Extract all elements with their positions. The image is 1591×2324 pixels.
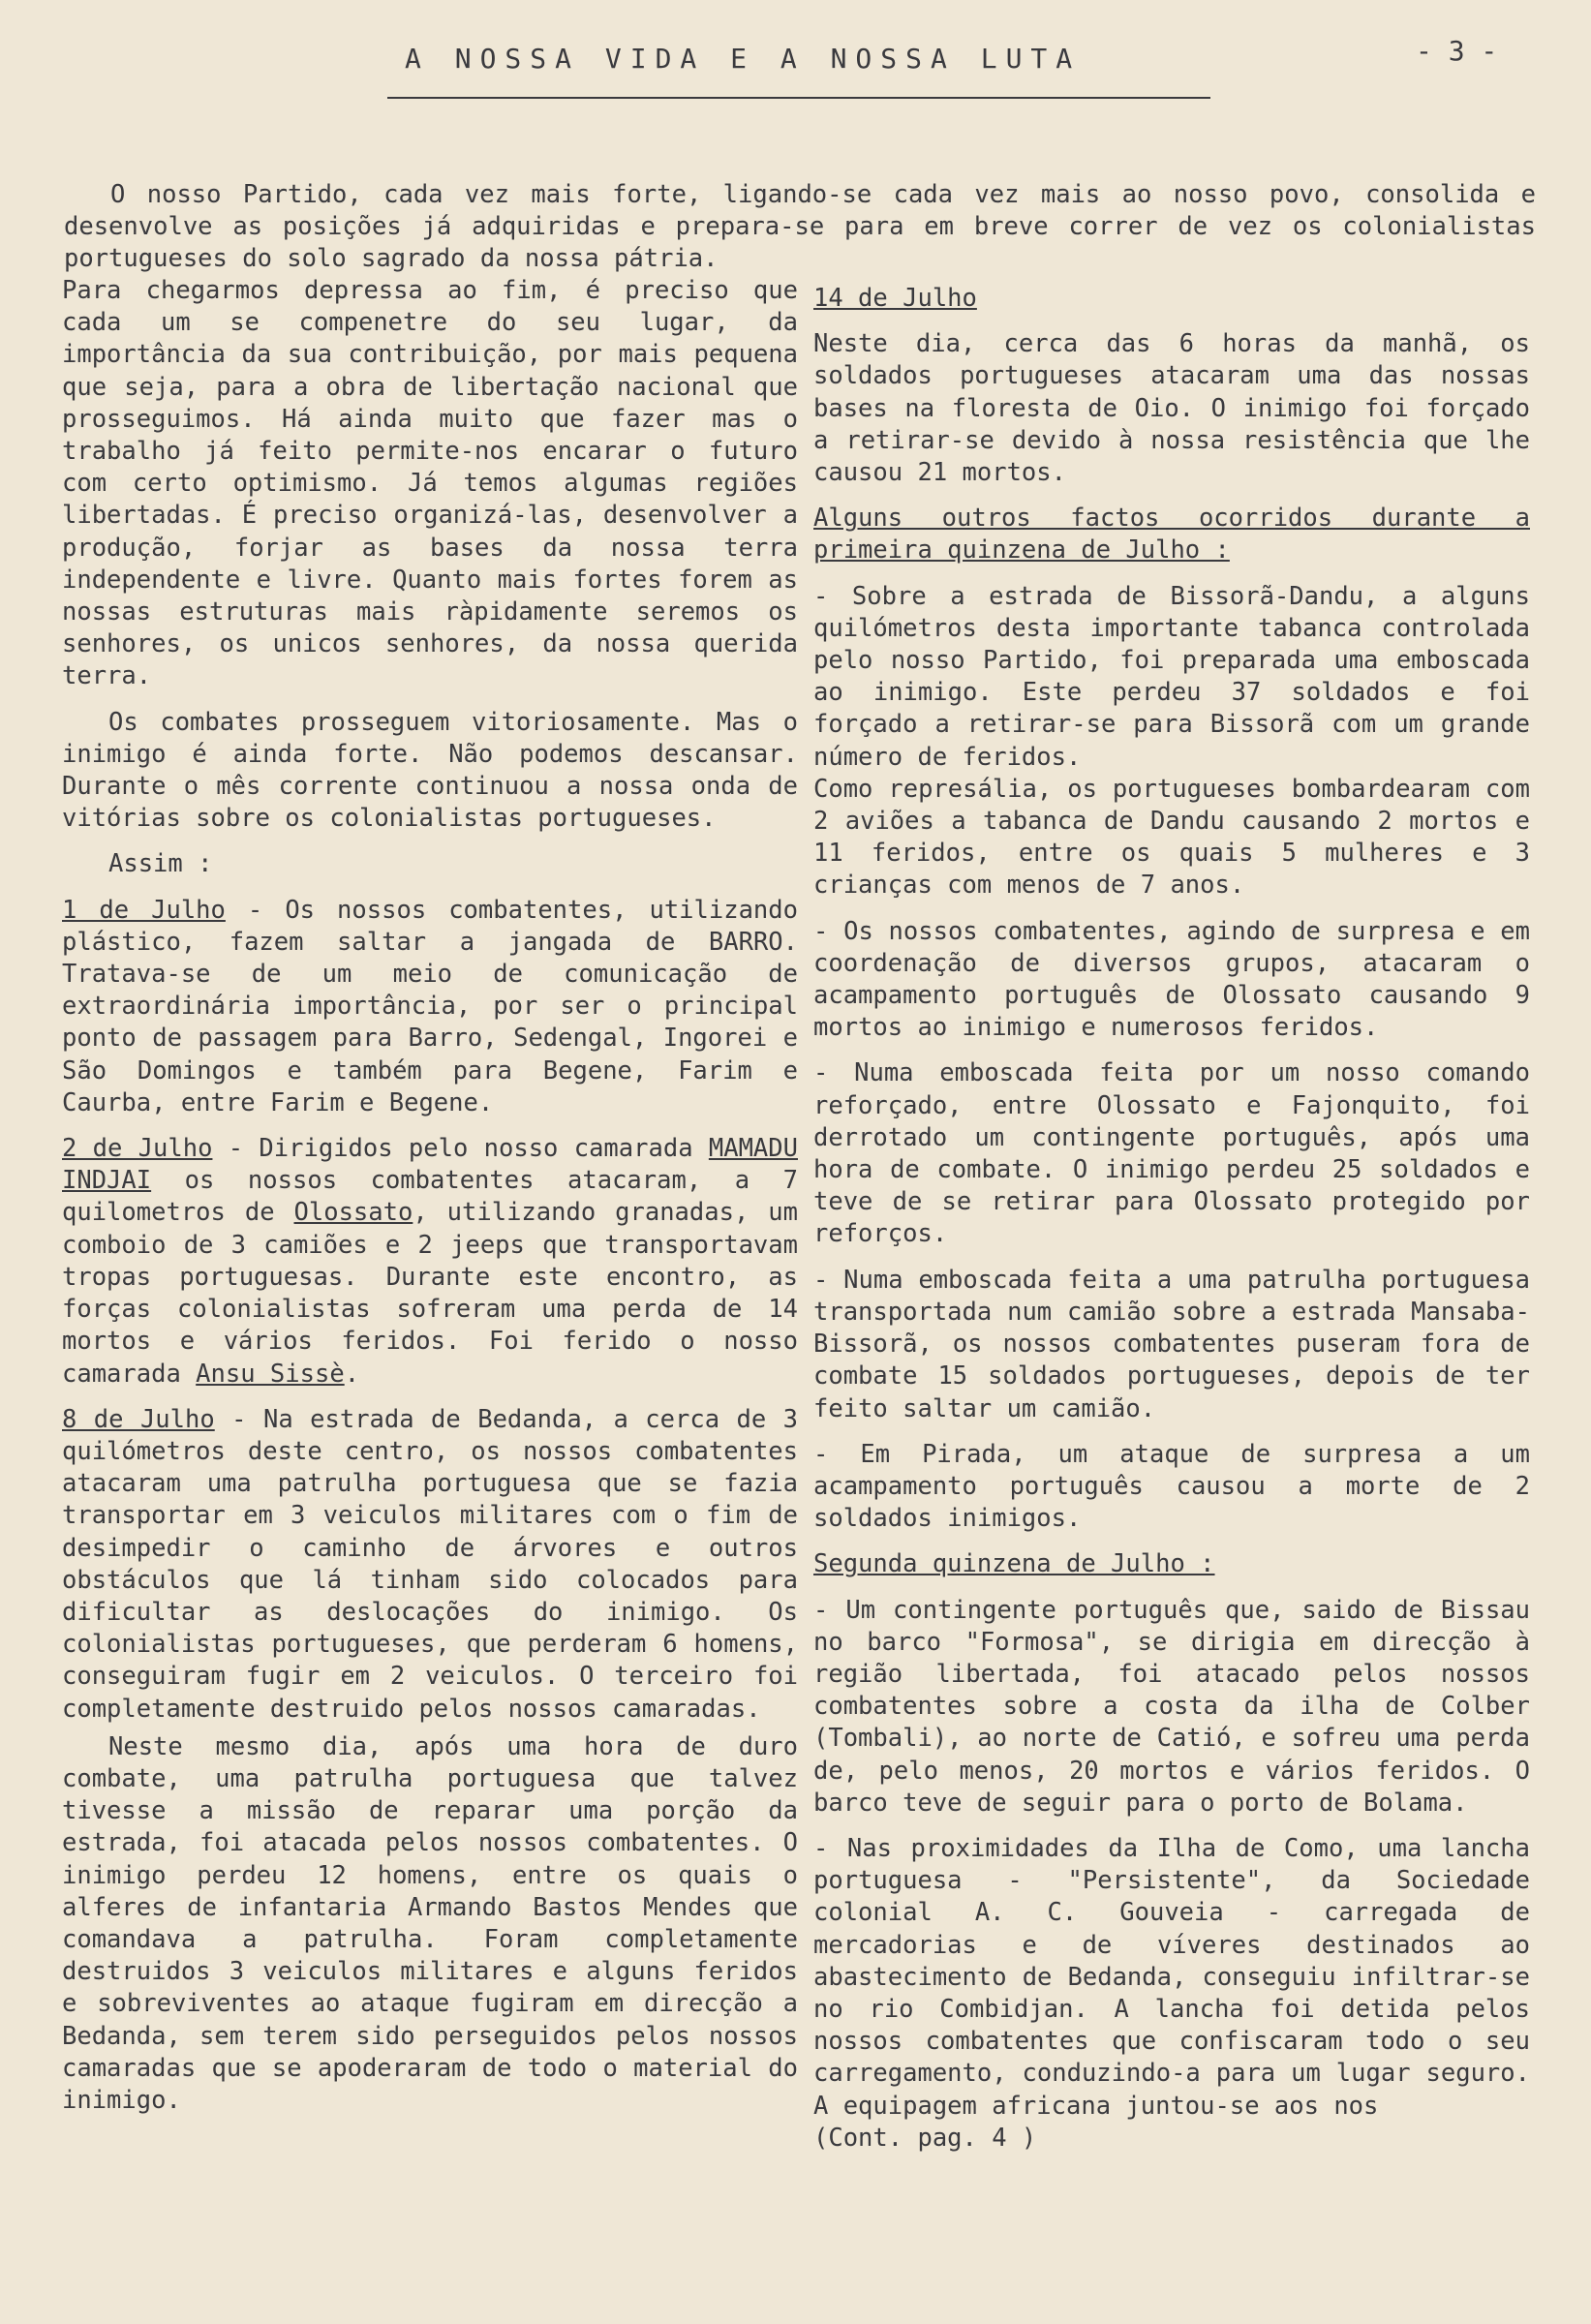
heading-first-fortnight: Alguns outros factos ocorridos durante a primeira quinzena de Julho : <box>813 504 1530 566</box>
intro-paragraph <box>64 179 1536 275</box>
event-july-1 <box>62 895 798 1119</box>
heading-july-14: 14 de Julho <box>813 284 977 313</box>
right-paragraph-5: - Numa emboscada feita por um nosso comando reforçado, entre Olossato e Fajonquito, foi derrotado um contingente português, após uma hora de combate. O inimigo perdeu 25 soldados e teve de se retirar para Olossato protegido por reforços. <box>813 1058 1530 1249</box>
right-paragraph-7: - Em Pirada, um ataque de surpresa a um acampamento português causou a morte de 2 soldados inimigos. <box>813 1439 1530 1534</box>
event-date: 8 de Julho <box>62 1404 215 1434</box>
left-paragraph-1: Para chegarmos depressa ao fim, é preciso que cada um se compenetre do seu lugar, da importância da sua contribuição, por mais pequena que seja, para a obra de libertação nacional que prosseguimos. Há ainda muito que fazer mas o trabalho já feito permite-nos encarar o futuro com certo optimismo. Já temos algumas regiões libertadas. É preciso organizá-las, desenvolver a produção, forjar as bases da nossa terra independente e livre. Quanto mais fortes forem as nossas estruturas mais ràpidamente seremos os senhores, os unicos senhores, da nossa querida terra. <box>62 276 798 691</box>
right-column <box>813 283 1530 2168</box>
event-date: 2 de Julho <box>62 1134 213 1164</box>
left-column <box>62 275 798 2130</box>
continued-note: (Cont. pag. 4 ) <box>813 2123 1037 2153</box>
heading-second-fortnight: Segunda quinzena de Julho : <box>813 1549 1215 1579</box>
right-paragraph-2: - Sobre a estrada de Bissorã-Dandu, a alguns quilómetros desta importante tabanca controlada pelo nosso Partido, foi preparada uma emboscada ao inimigo. Este perdeu 37 soldados e foi forçado a retirar-se para Bissorã com um grande número de feridos. <box>813 581 1530 772</box>
intro-text: O nosso Partido, cada vez mais forte, ligando-se cada vez mais ao nosso povo, consolida e desenvolve as posições já adquiridas e prepara-se para em breve correr de vez os colonialistas portugueses do solo sagrado da nossa pátria. <box>64 180 1536 273</box>
left-paragraph-2: Os combates prosseguem vitoriosamente. Mas o inimigo é ainda forte. Não podemos descansar. Durante o mês corrente continuou a nossa onda de vitórias sobre os colonialistas portugueses. <box>62 707 798 834</box>
event-text: - Os nossos combatentes, utilizando plástico, fazem saltar a jangada de BARRO. Tratava-se de um meio de comunicação de extraordinária importância, por ser o principal ponto de passagem para Barro, Sedengal, Ingorei e São Domingos e também para Begene, Farim e Caurba, entre Farim e Begene. <box>62 895 798 1117</box>
event-text: , utilizando granadas, um comboio de 3 camiões e 2 jeeps que transportavam tropas portuguesas. Durante este encontro, as forças colonialistas sofreram uma perda de 14 mortos e vários feridos. Foi ferido o nosso camarada <box>62 1198 798 1389</box>
assim-label: Assim : <box>108 849 213 879</box>
title-underline <box>387 97 1210 99</box>
event-july-8-continued: Neste mesmo dia, após uma hora de duro combate, uma patrulha portuguesa que talvez tivesse a missão de reparar uma porção da estrada, foi atacada pelos nossos combatentes. O inimigo perdeu 12 homens, entre os quais o alferes de infantaria Armando Bastos Mendes que comandava a patrulha. Foram completamente destruidos 3 veiculos militares e alguns feridos e sobreviventes ao ataque fugiram em direcção a Bedanda, sem terem sido perseguidos pelos nossos camaradas que se apoderaram de todo o material do inimigo. <box>62 1731 798 2115</box>
newsletter-title: A NOSSA VIDA E A NOSSA LUTA <box>405 43 1082 75</box>
page-number: - 3 - <box>1416 35 1498 67</box>
right-paragraph-9: - Nas proximidades da Ilha de Como, uma lancha portuguesa - "Persistente", da Sociedade colonial A. C. Gouveia - carregada de mercadorias e de víveres destinados ao abastecimento de Bedanda, conseguiu infiltrar-se no rio Combidjan. A lancha foi detida pelos nossos combatentes que confiscaram todo o seu carregamento, conduzindo-a para um lugar seguro. A equipagem africana juntou-se aos nos <box>813 1833 1530 2121</box>
event-text: . <box>344 1359 360 1389</box>
right-paragraph-1: Neste dia, cerca das 6 horas da manhã, os soldados portugueses atacaram uma das nossas bases na floresta de Oio. O inimigo foi forçado a retirar-se devido à nossa resistência que lhe causou 21 mortos. <box>813 329 1530 488</box>
event-date: 1 de Julho <box>62 895 226 925</box>
event-text: - Dirigidos pelo nosso camarada <box>212 1134 709 1164</box>
wounded-name: Ansu Sissè <box>196 1359 345 1389</box>
event-text: - Na estrada de Bedanda, a cerca de 3 quilómetros deste centro, os nossos combatentes atacaram uma patrulha portuguesa que se fazia transportar em 3 veiculos militares com o fim de desimpedir o caminho de árvores e outros obstáculos que lá tinham sido colocados para dificultar as deslocações do inimigo. Os colonialistas portugueses, que perderam 6 homens, conseguiram fugir em 2 veiculos. O terceiro foi completamente destruido pelos nossos camaradas. <box>62 1404 799 1724</box>
commander-name: MAMADU INDJAI <box>62 1134 798 1196</box>
right-paragraph-3: Como represália, os portugueses bombardearam com 2 aviões a tabanca de Dandu causando 2 mortos e 11 feridos, entre os quais 5 mulheres e 3 crianças com menos de 7 anos. <box>813 774 1530 901</box>
event-text: os nossos combatentes atacaram, a 7 quilometros de <box>62 1166 798 1228</box>
place-name: Olossato <box>293 1198 413 1228</box>
event-july-8 <box>62 1404 798 1726</box>
right-paragraph-4: - Os nossos combatentes, agindo de surpresa e em coordenação de diversos grupos, atacaram o acampamento português de Olossato causando 9 mortos ao inimigo e numerosos feridos. <box>813 916 1530 1043</box>
right-paragraph-6: - Numa emboscada feita a uma patrulha portuguesa transportada num camião sobre a estrada Mansaba-Bissorã, os nossos combatentes puseram fora de combate 15 soldados portugueses, depois de ter feito saltar um camião. <box>813 1265 1530 1423</box>
event-july-2 <box>62 1133 798 1391</box>
right-paragraph-8: - Um contingente português que, saido de Bissau no barco "Formosa", se dirigia em direcção à região libertada, foi atacado pelos nossos combatentes sobre a costa da ilha de Colber (Tombali), ao norte de Catió, e sofreu uma perda de, pelo menos, 20 mortos e vários feridos. O barco teve de seguir para o porto de Bolama. <box>813 1595 1530 1818</box>
